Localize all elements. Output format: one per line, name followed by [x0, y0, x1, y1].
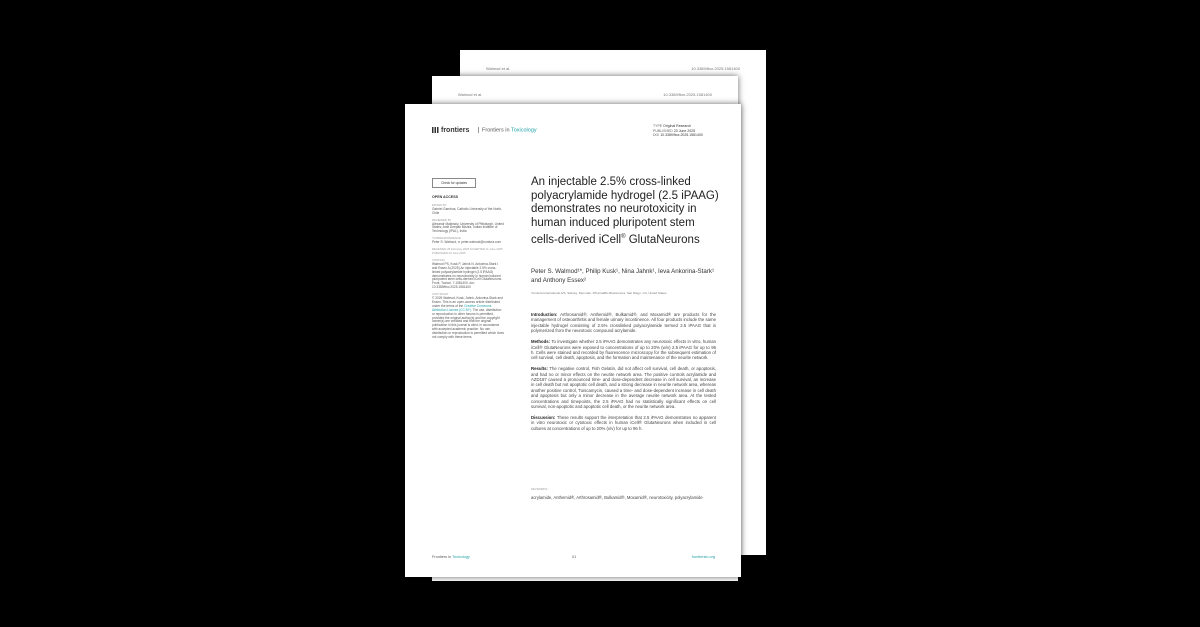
- page-number: 01: [572, 555, 577, 559]
- footer-journal: Frontiers in Toxicology: [432, 555, 470, 559]
- keywords: acrylamide, Anthemid®, Arthrosamid®, Bulkamid®, Moxamid®, neurotoxicity, polyacrylamide: [531, 495, 703, 500]
- affiliations: ¹Contura International A/S, Søborg, Denmark, ²PharmaBio Biosciences, San Diego, CA, United States: [531, 291, 667, 295]
- check-updates-button[interactable]: Check for updates: [432, 178, 476, 188]
- authors: Peter S. Walmod¹*, Philip Kusk¹, Nina Jahnk¹, Ieva Ankorina-Stark¹ and Anthony Essex²: [531, 268, 715, 284]
- open-access-label: OPEN ACCESS: [432, 195, 459, 199]
- edited-by: Gabriel Gamboa, Catholic University of the North, Chile: [432, 206, 502, 215]
- reviewed-by: Alexandr Malinskiy, University of Pittsburgh, United States; Amit Deepak Mishra, Indian Institute of Technology (IPAL), India: [432, 221, 504, 234]
- abstract-methods: Methods: To investigate whether 2.5 iPAAG demonstrates any neurotoxic effects in vitro, human iCell® GlutaNeurons were exposed to concentrations of up to 20% (w/v) 2.5 iPAAG for up to 96 h. Cells were stained and recorded by fluorescence microscopy for the subsequent estimation of cell survival, cell death, apoptosis, and the formation and maintenance of the neurite network.: [531, 339, 716, 361]
- sidebar: OPEN ACCESS EDITED BY Gabriel Gamboa, Catholic University of the North, Chile REVIEWED BY Alexandr Malinskiy, University of Pittsburgh, United States; Amit Deepak Mishra, Indian Institute of Technology (IPAL), India *CORRESPONDENCE Peter S. Walmod, ✉ peter.walmod@contura.com RECEIVED 26 February 2025 ACCEPTED 11 June 2025 PUBLISHED 23 June 2025 CITATION Walmod PS, Kusk P, Jahnk N, Ankorina-Stark I and Essex A (2025) An injectable 2.5% cross-linked polyacrylamide hydrogel (2.5 iPAAG) demonstrates no neurotoxicity in human induced pluripotent stem cells-derived iCell GlutaNeurons. Front. Toxicol. 7:1581400. doi: 10.3389/ftox.2025.1581400 COPYRIGHT © 2025 Walmod, Kusk, Jahnk, Ankorina-Stark and Essex. This is an open-access article distributed under the terms of the Creative Commons Attribution License (CC BY). The use, distribution or reproduction in other forums is permitted, provided the original author(s) and the copyright owner(s) are credited and that the original publication in this journal is cited, in accordance with accepted academic practice. No use, distribution or reproduction is permitted which does not comply with these terms.: [432, 195, 504, 340]
- copyright: © 2025 Walmod, Kusk, Jahnk, Ankorina-Stark and Essex. This is an open-access article distributed under the terms of the Creative Commons Attribution License (CC BY). The use, distribution or reproduction in other forums is permitted, provided the original author(s) and the copyright owner(s) are credited and that the original publication in this journal is cited, in accordance with accepted academic practice. No use, distribution or reproduction is permitted which does not comply with these terms.: [432, 296, 504, 340]
- abstract-discussion: Discussion: These results support the interpretation that 2.5 iPAAG demonstrates no apparent in vitro neurotoxic or cytotoxic effects in human iCell® GlutaNeurons when included in cell cultures at concentrations of up to 20% (v/v) for up to 96 h.: [531, 415, 716, 431]
- frontiers-logo-icon: [432, 127, 439, 133]
- correspondence: Peter S. Walmod, ✉ peter.walmod@contura.com: [432, 240, 502, 245]
- abstract: [531, 312, 716, 437]
- abstract-results: Results: The negative control, Fish Gelatin, did not affect cell survival, cell death, or apoptosis, and had no or minor effects on the neurite network area. The positive controls acrylamide and AZD187 caused a pronounced time- and dose-dependent decrease in cell survival, an increase in cell death but not apoptotic cell death, and a strong decrease in neurite network area, whereas another positive control, Tunicamycin, caused a time- and dose-dependent increase in cell death and apoptosis but only a minor decrease in the average neurite network area. At the tested concentrations and timepoints, the 2.5 iPAAG had no statistically significant effects on cell survival, non-apoptotic and apoptotic cell death, or the neurite network area.: [531, 366, 716, 410]
- citation: Walmod PS, Kusk P, Jahnk N, Ankorina-Stark I and Essex A (2025) An injectable 2.5% cross-linked polyacrylamide hydrogel (2.5 iPAAG) demonstrates no neurotoxicity in human induced pluripotent stem cells-derived iCell GlutaNeurons. Front. Toxicol. 7:1581400. doi: 10.3389/ftox.2025.1581400: [432, 261, 502, 290]
- frontiers-logo: [432, 126, 469, 134]
- running-author: Walmod et al.: [486, 66, 511, 71]
- journal-name: Frontiers in Toxicology: [475, 127, 537, 133]
- front-page: [405, 104, 741, 577]
- running-author: Walmod et al.: [458, 92, 483, 97]
- license-link[interactable]: Creative Commons Attribution License (CC BY): [432, 303, 492, 312]
- running-doi: 10.3389/ftox.2025.1581400: [663, 92, 712, 97]
- dates: RECEIVED 26 February 2025 ACCEPTED 11 June 2025 PUBLISHED 23 June 2025: [432, 247, 503, 255]
- article-title: An injectable 2.5% cross-linked polyacrylamide hydrogel (2.5 iPAAG) demonstrates no neurotoxicity in human induced pluripotent stem cells-derived iCell® GlutaNeurons: [531, 176, 719, 246]
- running-doi: 10.3389/ftox.2025.1581400: [691, 66, 740, 71]
- abstract-introduction: Introduction: Arthrosamid®, Anthemid®, Bulkamid®, and Moxamid® are products for the management of osteoarthritis and female urinary incontinence. All four products include the same injectable hydrogel consisting of 2.5% crosslinked polyacrylamide termed 2.5 iPAAG that is polymerized from the neurotoxic compound acrylamide.: [531, 312, 716, 334]
- footer-site-link[interactable]: frontiersin.org: [691, 555, 715, 559]
- article-meta: TYPE Original Research PUBLISHED 23 June 2025 DOI 10.3389/ftox.2025.1581400: [653, 124, 703, 137]
- publisher-name: frontiers: [441, 127, 470, 134]
- keywords-label: KEYWORDS: [531, 487, 548, 491]
